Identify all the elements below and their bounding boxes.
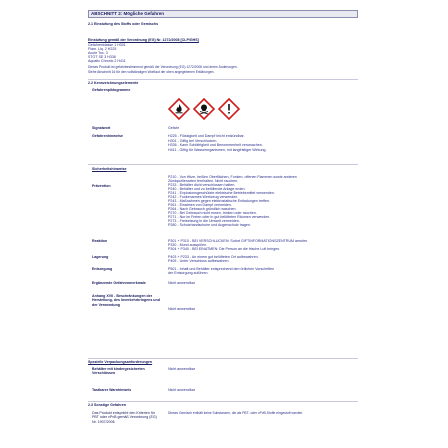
flame-pictogram-icon xyxy=(168,98,190,120)
label-tactile-warning: Tastbarer Warnhinweis xyxy=(92,388,132,392)
prevention-line: P264 - Nach Gebrauch gründlich waschen. xyxy=(168,207,237,211)
response-line: P301 + P310 - BEI VERSCHLUCKEN: Sofort GIFTINFORMATIONSZENTRUM anrufen. xyxy=(168,239,309,243)
prevention-line: P242 - Funkenarmes Werkzeug verwenden. xyxy=(168,195,239,199)
divider xyxy=(88,401,358,402)
classification-note: Dieses Produkt ist gefahrbestimmend gemäß der Verordnung (EG) 1272/2008 und deren Änderungen. xyxy=(88,65,238,69)
disposal-line: der Entsorgung zuführen. xyxy=(168,271,209,275)
special-packaging-heading: Spezielle Verpackungsanforderungen xyxy=(88,360,153,364)
skull-pictogram-icon xyxy=(193,98,215,120)
prevention-line: P233 - Behälter dicht verschlossen halten. xyxy=(168,183,236,187)
hazard-line: H301 - Giftig bei Verschlucken. xyxy=(168,138,218,143)
storage-line: P405 - Unter Verschluss aufbewahren. xyxy=(168,259,230,263)
classification-line: Flam. Liq. 2 H225 xyxy=(88,47,117,51)
label-response: Reaktion xyxy=(92,239,108,243)
section-title: ABSCHNITT 2: Mögliche Gefahren xyxy=(88,10,358,18)
heading-2-2: 2.2 Kennzeichnungselemente xyxy=(88,81,139,85)
classification-line: Aquatic Chronic 2 H411 xyxy=(88,59,126,63)
divider xyxy=(88,164,358,165)
hazard-line: H411 - Giftig für Wasserorganismen, mit langfristiger Wirkung. xyxy=(168,147,267,152)
divider xyxy=(88,79,358,80)
label-supplemental: Ergänzende Gefahrenmerkmale xyxy=(92,281,146,285)
child-resistant-value: Nicht anwendbar xyxy=(168,367,195,371)
heading-2-3: 2.3 Sonstige Gefahren xyxy=(88,403,126,407)
label-child-resistant: Behälter mit kindergesicherten Verschlüssen xyxy=(92,367,145,376)
hazard-line: H225 - Flüssigkeit und Dampf leicht entzündbar. xyxy=(168,134,245,138)
response-line: P330 - Mund ausspülen. xyxy=(168,243,207,247)
prevention-line: P270 - Bei Gebrauch nicht essen, trinken oder rauchen. xyxy=(168,211,257,215)
prevention-line: P241 - Explosionsgeschützte elektrische Betriebsmittel verwenden. xyxy=(168,191,275,195)
label-prevention: Prävention xyxy=(92,184,111,188)
prevention-line: P243 - Maßnahmen gegen elektrostatische Entladungen treffen. xyxy=(168,199,271,203)
supplemental-value: Nicht anwendbar xyxy=(168,281,195,285)
prevention-line: P273 - Freisetzung in die Umwelt vermeiden. xyxy=(168,219,240,223)
classification-line: Acute Tox. 3 xyxy=(88,51,108,55)
signal-word-value: Gefahr xyxy=(168,126,179,130)
label-pbt-criteria: Das Produkt entspricht den Kriterien für PBT oder vPvB gemäß Verordnung (EG) Nr. 1907/2006 xyxy=(92,411,157,424)
pbt-criteria-value: Dieses Gemisch enthält keine Substanzen, die als PBT- oder vPvB-Stoffe eingestuft werden. xyxy=(168,411,304,415)
label-annex-xvii: Anhang XVII - Beschränkungen der Herstellung, des Inverkehrbringens und der Verwendung xyxy=(92,294,160,307)
label-hazard-statements: Gefahrenhinweise xyxy=(92,134,123,138)
prevention-line: P280 - Schutzhandschuhe und Augenschutz tragen. xyxy=(168,223,251,227)
ghs-pictograms xyxy=(168,98,248,122)
prevention-line: P261 - Einatmen von Dampf vermeiden. xyxy=(168,203,232,207)
label-signal-word: Signalwort xyxy=(92,126,111,130)
sds-page xyxy=(88,10,358,440)
classification-note: Siehe Abschnitt 16 für den vollständigen Wortlaut der oben angegebenen Erklärungen. xyxy=(88,70,215,74)
label-disposal: Entsorgung xyxy=(92,267,113,271)
label-pictograms: Gefahrenpiktogramme xyxy=(92,88,131,92)
clp-classification-heading: Einstufung gemäß der Verordnung (EG) Nr. 1272/2008 [CLP/GHS] xyxy=(88,38,199,42)
storage-line: P403 + P233 - An einem gut belüfteten Ort aufbewahren. xyxy=(168,255,259,259)
hazard-line: H336 - Kann Schläfrigkeit und Benommenheit verursachen. xyxy=(168,143,263,147)
classification-line: STOT SE 3 H336 xyxy=(88,55,116,59)
disposal-line: P501 - Inhalt und Behälter entsprechend den örtlichen Vorschriften xyxy=(168,267,275,271)
response-line: P304 + P340 - BEI EINATMEN: Die Person an die frische Luft bringen. xyxy=(168,247,281,251)
annex-xvii-value: Nicht anwendbar xyxy=(168,307,195,311)
classification-line: Gefahrenklasse 1 H301 xyxy=(88,43,126,47)
prevention-line: P210 - Von Hitze, heißen Oberflächen, Funken, offenen Flammen sowie anderen xyxy=(168,175,297,179)
prevention-line: P240 - Behälter und zu befüllende Anlage erden. xyxy=(168,187,246,191)
exclamation-pictogram-icon xyxy=(218,98,240,120)
label-precautionary: Sicherheitshinweise xyxy=(92,167,127,171)
tactile-warning-value: Nicht anwendbar xyxy=(168,388,195,392)
label-storage: Lagerung xyxy=(92,255,109,259)
prevention-line: Zündquellenarten fernhalten. Nicht rauchen. xyxy=(168,179,239,183)
divider xyxy=(88,358,358,359)
prevention-line: P271 - Nur im Freien oder in gut belüfteten Räumen verwenden. xyxy=(168,215,271,219)
heading-2-1: 2.1 Einstufung des Stoffs oder Gemischs xyxy=(88,22,159,26)
